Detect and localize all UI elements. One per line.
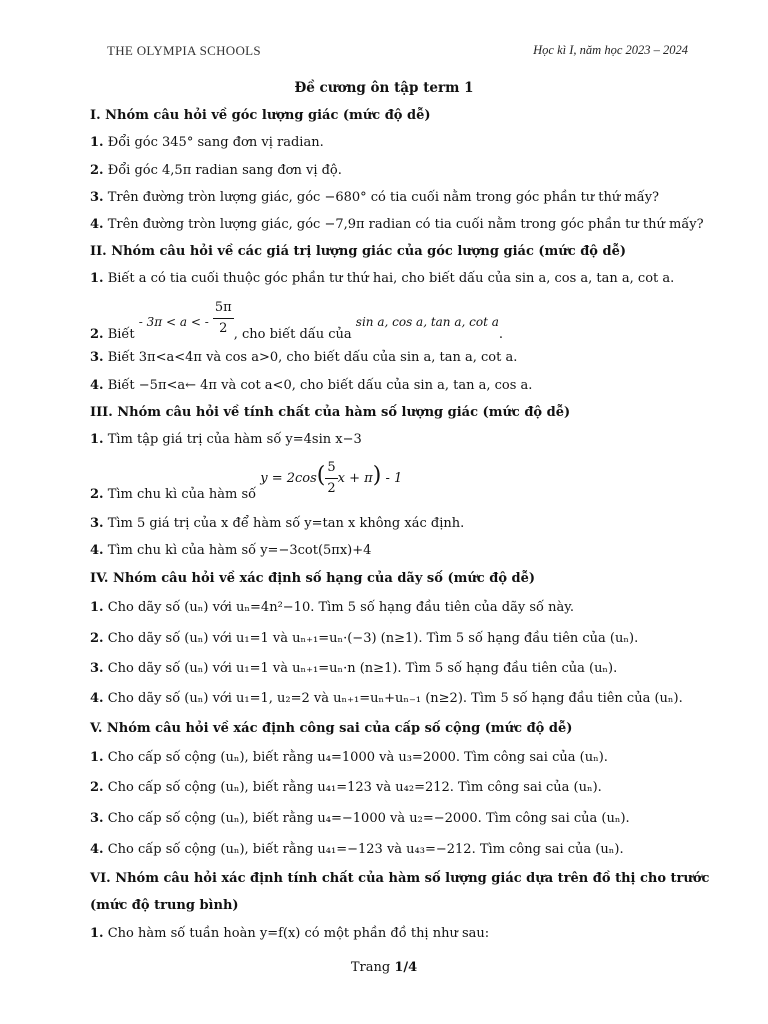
question-item: 2. Biết - 3π < a < - $\frac{5\pi}{2}$ , cho biết dấu của sin a, cos a, tan a, cot a. (90, 300, 503, 342)
question-item: 3. Tìm 5 giá trị của x để hàm số y=tan x không xác định. (90, 516, 465, 531)
question-item: 3. Cho cấp số cộng (uₙ), biết rằng u₄=−1000 và u₂=−2000. Tìm công sai của (uₙ). (90, 811, 630, 826)
question-item: 1. Cho cấp số cộng (uₙ), biết rằng u₄=1000 và u₃=2000. Tìm công sai của (uₙ). (90, 750, 608, 765)
page-footer: Trang 1/4 (350, 960, 418, 975)
question-item: 1. Cho hàm số tuần hoàn y=f(x) có một phần đồ thị như sau: (90, 926, 490, 941)
question-item: 2. Tìm chu kì của hàm số y = 2cos( $\frac{5}{2}$ x + π) - 1 (90, 460, 403, 502)
school-name: THE OLYMPIA SCHOOLS (107, 43, 261, 58)
question-item: 4. Cho dãy số (uₙ) với u₁=1, u₂=2 và uₙ₊₁=uₙ+uₙ₋₁ (n≥2). Tìm 5 số hạng đầu tiên của (uₙ). (90, 691, 683, 706)
question-item: 4. Tìm chu kì của hàm số y=−3cot(5πx)+4 (90, 543, 372, 558)
section-heading: I. Nhóm câu hỏi về góc lượng giác (mức độ dễ) (90, 108, 431, 123)
question-item: 3. Cho dãy số (uₙ) với u₁=1 và uₙ₊₁=uₙ·n (n≥1). Tìm 5 số hạng đầu tiên của (uₙ). (90, 661, 618, 676)
question-item: 2. Cho cấp số cộng (uₙ), biết rằng u₄₁=123 và u₄₂=212. Tìm công sai của (uₙ). (90, 780, 602, 795)
section-heading: V. Nhóm câu hỏi về xác định công sai của cấp số cộng (mức độ dễ) (90, 721, 573, 736)
fraction: $\frac{5\pi}{2}$ (214, 300, 232, 336)
question-item: 4. Cho cấp số cộng (uₙ), biết rằng u₄₁=−123 và u₄₃=−212. Tìm công sai của (uₙ). (90, 842, 624, 857)
section-heading: III. Nhóm câu hỏi về tính chất của hàm số lượng giác (mức độ dễ) (90, 405, 571, 420)
question-item: 4. Trên đường tròn lượng giác, góc −7,9π radian có tia cuối nằm trong góc phần tư thứ mấy? (90, 217, 704, 232)
page-number: 1/4 (394, 960, 418, 975)
question-item: 3. Biết 3π<a<4π và cos a>0, cho biết dấu của sin a, tan a, cot a. (90, 350, 518, 365)
term-label: Học kì I, năm học 2023 – 2024 (533, 43, 688, 57)
question-item: 4. Biết −5π<a← 4π và cot a<0, cho biết dấu của sin a, tan a, cos a. (90, 378, 533, 393)
question-item: 3. Trên đường tròn lượng giác, góc −680° có tia cuối nằm trong góc phần tư thứ mấy? (90, 190, 660, 205)
question-item: 1. Đổi góc 345° sang đơn vị radian. (90, 135, 324, 150)
question-item: 1. Biết a có tia cuối thuộc góc phần tư thứ hai, cho biết dấu của sin a, cos a, tan a, cot a. (90, 271, 675, 286)
section-heading: II. Nhóm câu hỏi về các giá trị lượng giác của góc lượng giác (mức độ dễ) (90, 244, 626, 259)
document-title: Đề cương ôn tập term 1 (294, 80, 474, 96)
fraction: $\frac{5}{2}$ (327, 460, 336, 496)
question-item: 2. Đổi góc 4,5π radian sang đơn vị độ. (90, 163, 342, 178)
question-item: 1. Tìm tập giá trị của hàm số y=4sin x−3 (90, 432, 362, 447)
section-heading-continued: (mức độ trung bình) (90, 898, 239, 913)
section-heading: IV. Nhóm câu hỏi về xác định số hạng của dãy số (mức độ dễ) (90, 571, 536, 586)
question-item: 1. Cho dãy số (uₙ) với uₙ=4n²−10. Tìm 5 số hạng đầu tiên của dãy số này. (90, 600, 574, 615)
question-item: 2. Cho dãy số (uₙ) với u₁=1 và uₙ₊₁=uₙ·(−3) (n≥1). Tìm 5 số hạng đầu tiên của (uₙ). (90, 631, 639, 646)
section-heading: VI. Nhóm câu hỏi xác định tính chất của hàm số lượng giác dựa trên đồ thị cho trước (90, 871, 710, 886)
